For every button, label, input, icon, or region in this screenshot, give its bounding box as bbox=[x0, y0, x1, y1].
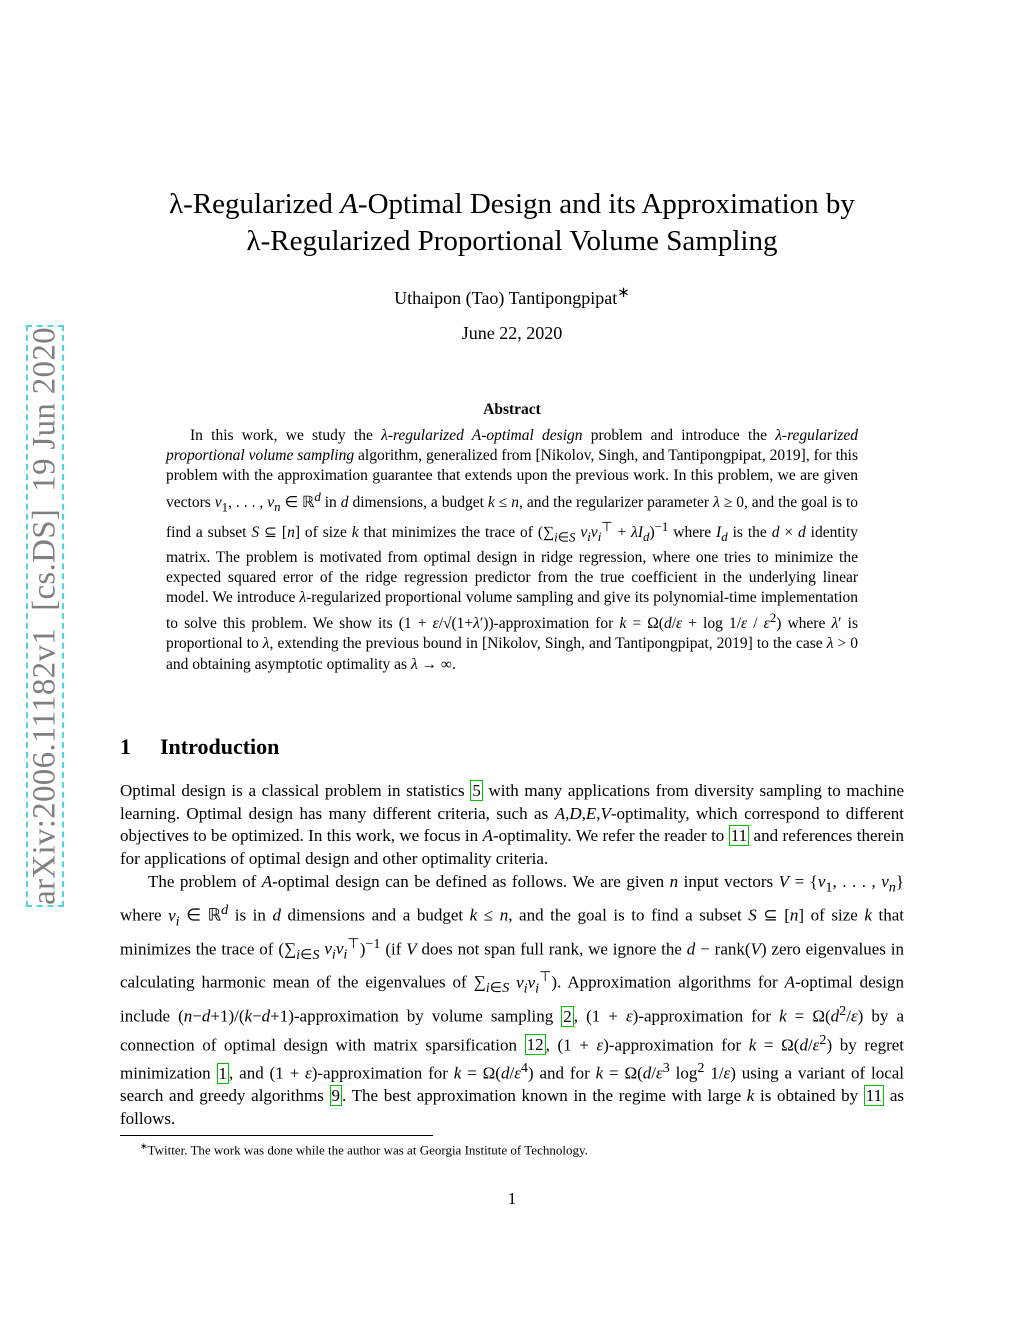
citation-link[interactable]: 12 bbox=[526, 1035, 544, 1055]
citation-link[interactable]: 11 bbox=[865, 1086, 883, 1106]
paper-title bbox=[120, 186, 904, 260]
section-body bbox=[120, 780, 904, 1131]
title-line-1: λ-Regularized A-Optimal Design and its Approximation by bbox=[169, 188, 855, 220]
citation-link[interactable]: 11 bbox=[730, 826, 748, 846]
author: Uthaipon (Tao) Tantipongpipat∗ bbox=[394, 285, 630, 308]
date: June 22, 2020 bbox=[461, 323, 563, 343]
intro-paragraph-1: Optimal design is a classical problem in statistics 5 with many applications from diversity sampling to machine learning. Optimal design has many different criteria, such as A,D,E,V-optimality, which correspond to different objectives to be optimized. In this work, we focus in A-optimality. We refer the reader to 11 and references therein for applications of optimal design and other optimality criteria. bbox=[120, 781, 905, 869]
citation-link[interactable]: 9 bbox=[331, 1086, 341, 1106]
citation-link[interactable]: 2 bbox=[563, 1006, 572, 1026]
abstract-body bbox=[166, 426, 858, 675]
footnote: ∗Twitter. The work was done while the author was at Georgia Institute of Technology. bbox=[140, 1141, 588, 1158]
abstract-heading: Abstract bbox=[483, 401, 541, 418]
footnote-rule bbox=[120, 1135, 433, 1136]
page-number: 1 bbox=[507, 1189, 517, 1208]
intro-paragraph-2: The problem of A-optimal design can be defined as follows. We are given n input vectors $V = \{v_1$, . . . , $v_n$} where $v_i$ ∈ ℝ$^d$ is in d dimensions and a budget k ≤ n, and the goal is to find a subset S ⊆ [n] of size k that minimizes the trace of ($\sum_{i\in S}$ $v_iv_i^⊤)^{-1}$ (if V does not span full rank, we ignore the d − rank(V) zero eigenvalues in calculating harmonic mean of the eigenvalues of $\sum_{i\in S}$ $v_iv_i^⊤$). Approximation algorithms for A-optimal design include (n−d+1)/(k−d+1)-approximation by volume sampling 2 , (1 + ε)-approximation for $k = \Omega(d^2/\varepsilon)$ by a connection of optimal design with matrix sparsification 12 , (1 + ε)-approximation for $k = \Omega(d/\varepsilon^2)$ by regret minimization 1 , and (1 + ε)-approximation for $k = \Omega(d/\varepsilon^4)$ and for $k = \Omega(d/\varepsilon^3$ $\log^2 1/\varepsilon$) using a variant of local search and greedy algorithms 9 . The best approximation known in the regime with large k is obtained by 11 as follows. bbox=[120, 871, 905, 1128]
section-heading bbox=[120, 734, 279, 760]
title-line-2: λ-Regularized Proportional Volume Sampling bbox=[246, 225, 778, 257]
section-title: Introduction bbox=[160, 734, 280, 759]
abstract-paragraph: In this work, we study the λ-regularized A-optimal design problem and introduce the λ-regularized proportional volume sampling algorithm, generalized from [Nikolov, Singh, and Tantipongpipat, 2019], for this problem with the approximation guarantee that extends upon the previous work. In this problem, we are given vectors $v_1$, . . . , $v_n$ ∈ ℝ$^d$ in d dimensions, a budget k ≤ n, and the regularizer parameter λ ≥ 0, and the goal is to find a subset S ⊆ [n] of size k that minimizes the trace of ($\sum_{i\in S}$ $v_iv_i^⊤ + \lambda I_d)^{-1}$ where $I_d$ is the d × d identity matrix. The problem is motivated from optimal design in ridge regression, where one tries to minimize the expected squared error of the ridge regression predictor from the true coefficient in the underlying linear model. We introduce λ-regularized proportional volume sampling and give its polynomial-time implementation to solve this problem. We show its (1 + ε/√(1+λ′))-approximation for $k = \Omega(d/\varepsilon + \log 1/\varepsilon / \varepsilon^2)$ where λ′ is proportional to λ, extending the previous bound in [Nikolov, Singh, and Tantipongpipat, 2019] to the case λ > 0 and obtaining asymptotic optimality as λ → ∞. bbox=[166, 427, 859, 673]
citation-link[interactable]: 1 bbox=[218, 1063, 228, 1083]
section-number: 1 bbox=[120, 734, 131, 759]
arxiv-id[interactable]: arXiv:2006.11182v1 [cs.DS] 19 Jun 2020 bbox=[26, 327, 63, 905]
citation-link[interactable]: 5 bbox=[472, 781, 481, 800]
arxiv-stamp[interactable] bbox=[26, 325, 64, 907]
